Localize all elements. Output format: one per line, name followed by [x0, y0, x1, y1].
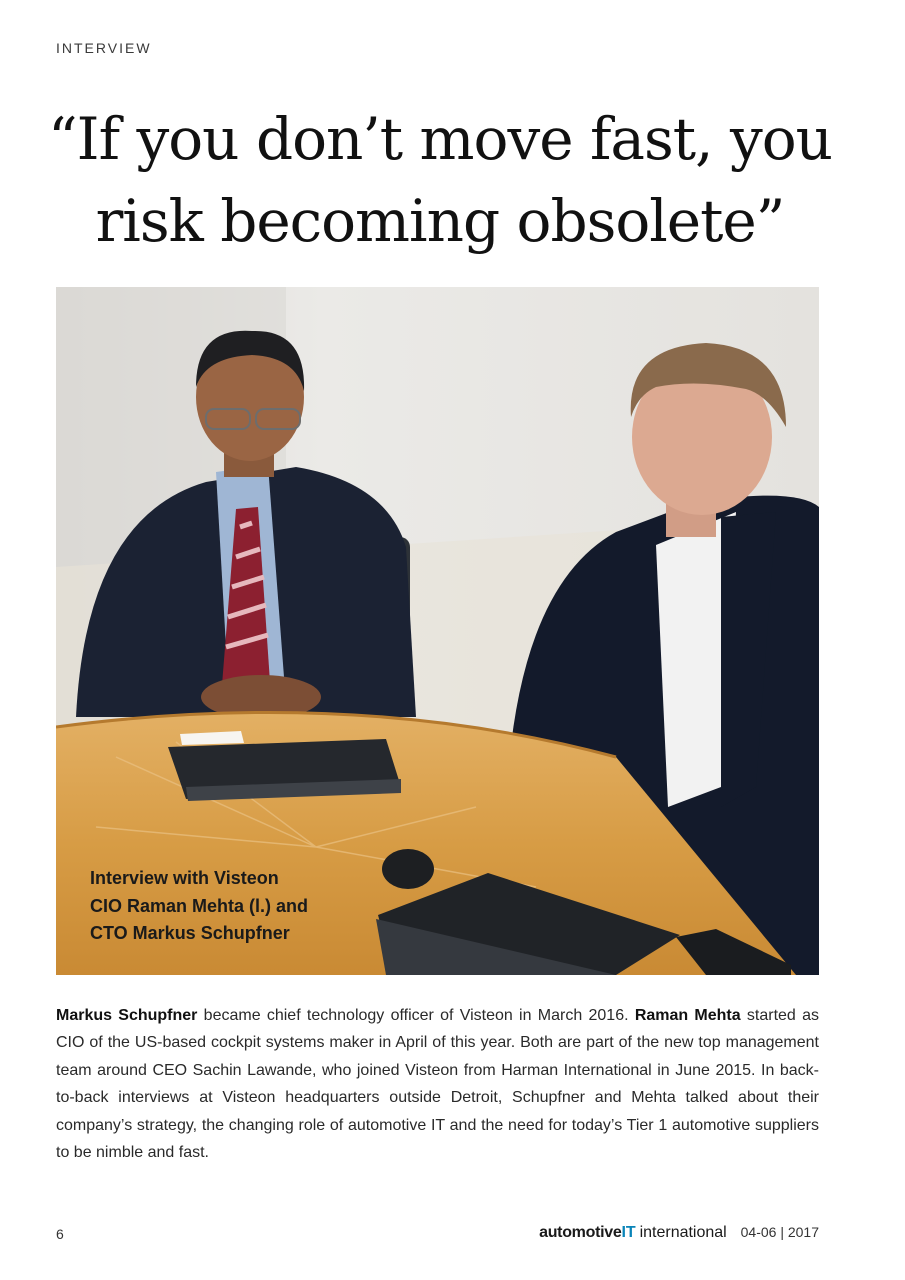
caption-line-3: CTO Markus Schupfner — [90, 923, 290, 943]
intro-name-mehta: Raman Mehta — [634, 1007, 741, 1024]
interview-photo — [56, 287, 819, 975]
headline — [40, 98, 840, 262]
caption-line-1: Interview with Visteon — [90, 868, 279, 888]
headline-line-2: risk becoming obsolete” — [95, 187, 785, 255]
intro-text-1: became chief technology officer of Visteon in March 2016. — [197, 1007, 635, 1024]
brand-prefix: automotive — [539, 1224, 622, 1241]
issue-date: 04-06 | 2017 — [740, 1224, 819, 1240]
caption-line-2: CIO Raman Mehta (l.) and — [90, 895, 309, 916]
brand-suffix: international — [639, 1224, 727, 1241]
section-label: INTERVIEW — [56, 40, 152, 56]
brand-it: IT — [621, 1224, 636, 1241]
photo-caption — [90, 865, 308, 948]
intro-name-schupfner: Markus Schupfner — [56, 1007, 198, 1024]
intro-text-2: started as CIO of the US-based cockpit systems maker in April of this year. Both are part of the new top management team around CEO Sachin Lawande, who joined Visteon from Harman International in June 2015. In back-to-back interviews at Visteon headquarters outside Detroit, Schupfner and Mehta talked about their company’s strategy, the changing role of automotive IT and the need for today’s Tier 1 automotive suppliers to be nimble and fast. — [56, 1007, 819, 1162]
footer-brand — [539, 1224, 819, 1242]
intro-paragraph — [56, 1002, 819, 1166]
headline-line-1: “If you don’t move fast, you — [48, 105, 832, 173]
page-number: 6 — [56, 1226, 64, 1242]
